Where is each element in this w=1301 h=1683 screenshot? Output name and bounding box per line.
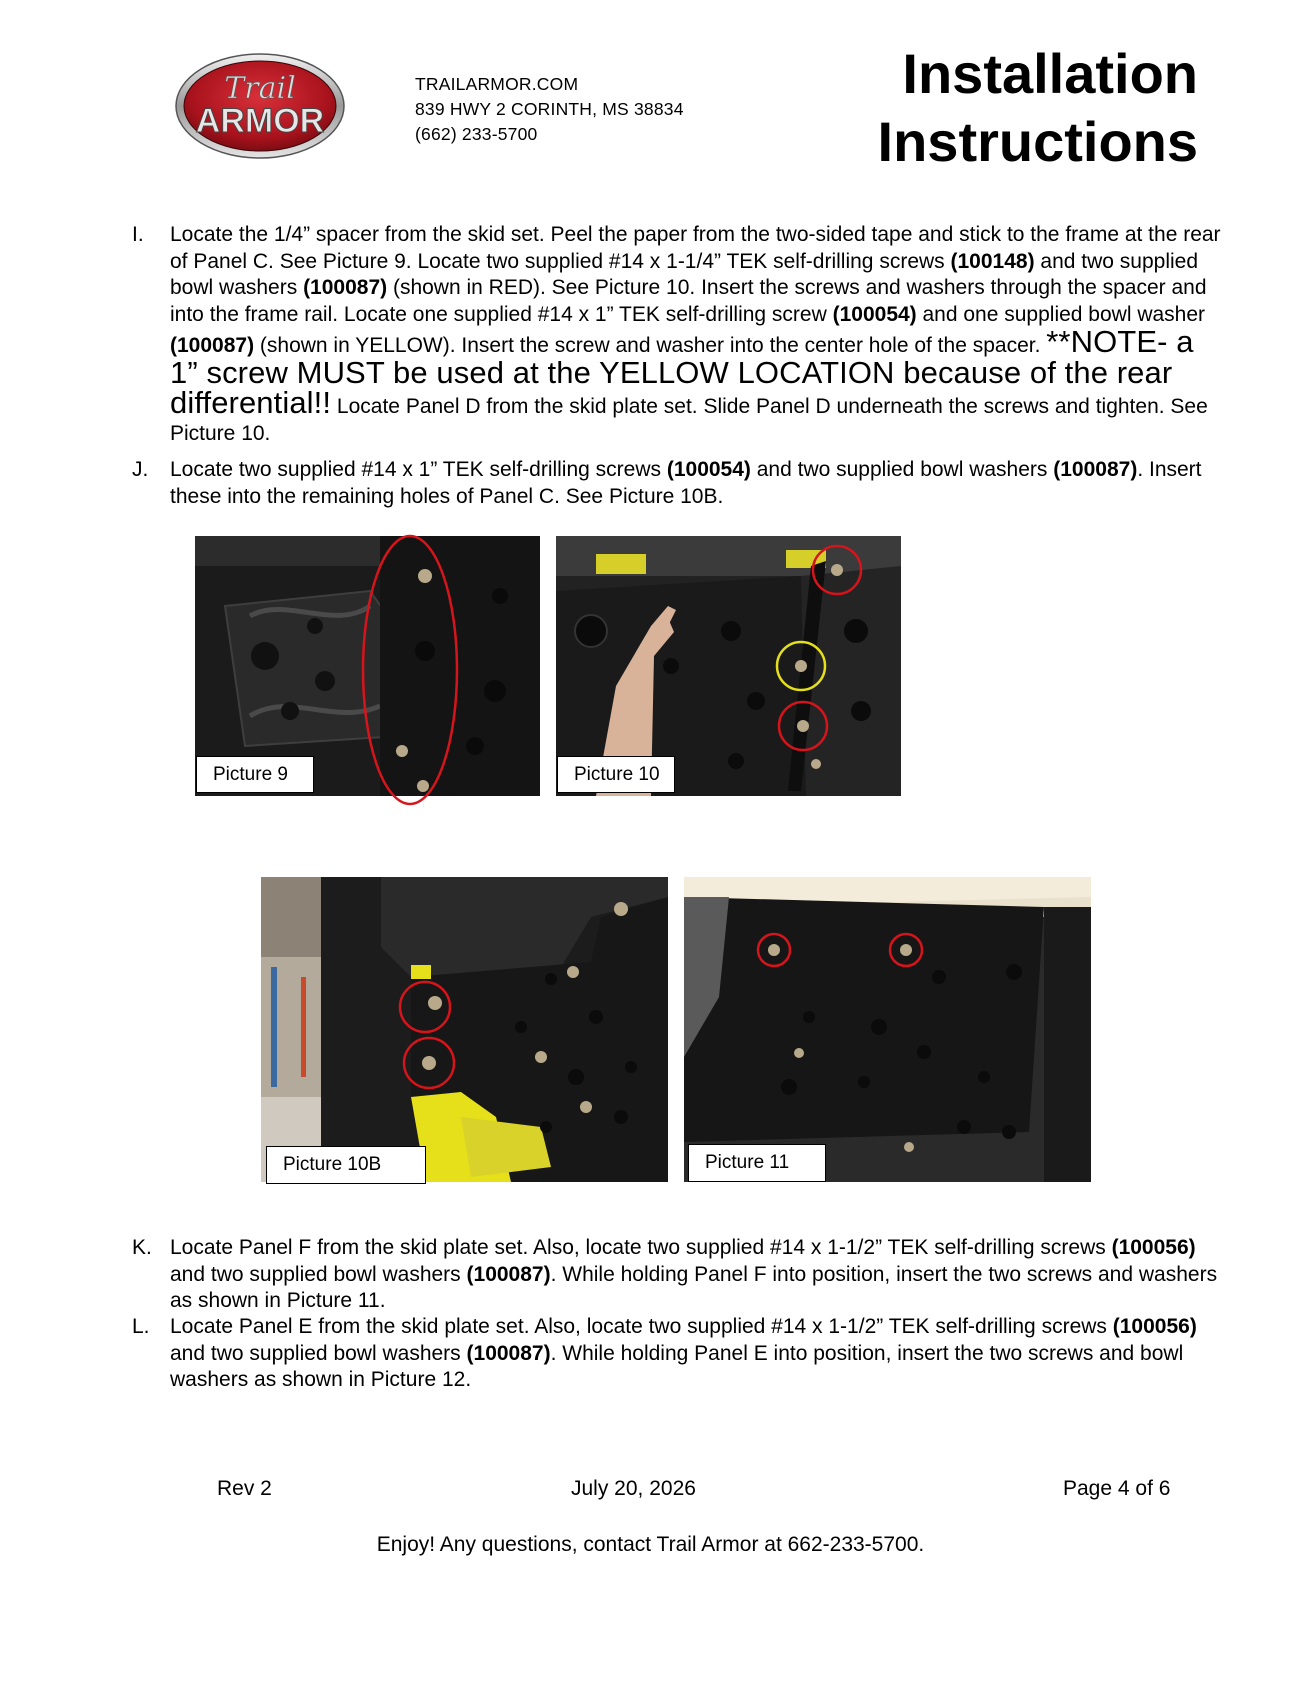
company-address: 839 HWY 2 CORINTH, MS 38834 [415, 99, 684, 119]
step-text-segment: and one supplied bowl washer [916, 303, 1206, 327]
red-highlight-circle [813, 546, 861, 594]
step-text-segment: and two supplied bowl washers [170, 1262, 467, 1286]
part-number: (100087) [466, 1262, 551, 1286]
step-text-segment: . While holding Panel F into position, insert the two screws and washers as shown in Picture 11. [170, 1262, 1218, 1313]
part-number: (100087) [303, 276, 388, 300]
picture-11-highlights [684, 877, 1091, 1182]
step-text-segment: and two supplied bowl washers [170, 249, 1199, 300]
part-number: (100056) [1112, 1315, 1197, 1338]
picture-10b-highlights [261, 877, 668, 1182]
company-phone: (662) 233-5700 [415, 124, 538, 144]
step-text-segment: . While holding Panel E into position, insert the two screws and bowl washers as shown in Picture 12. [170, 1341, 1184, 1392]
logo-word-armor: ARMOR [195, 102, 325, 140]
title-line-1: Installation [902, 42, 1198, 105]
step-marker: I. [132, 223, 144, 246]
contact-note: Enjoy! Any questions, contact Trail Armor at 662-233-5700. [376, 1533, 925, 1556]
step-text [170, 457, 1222, 510]
step-marker: L. [132, 1315, 150, 1338]
trail-armor-logo [173, 52, 347, 160]
page-number: Page 4 of 6 [1063, 1477, 1171, 1500]
step-text-segment: and two supplied bowl washers [170, 1341, 467, 1365]
page-title [878, 40, 1198, 176]
step-text-segment: Locate the 1/4” spacer from the skid set. Peel the paper from the two-sided tape and stick to the frame at the rear of Panel C. See Picture 9. Locate two supplied #14 x 1-1/4” TEK self-drilling screws [170, 223, 1221, 273]
part-number: (100056) [1111, 1236, 1196, 1259]
step-text-segment: (shown in YELLOW). Insert the screw and washer into the center hole of the spacer. [254, 333, 1047, 357]
red-highlight-circle [779, 702, 827, 750]
part-number: (100087) [1053, 458, 1138, 481]
red-highlight-circle [400, 982, 450, 1032]
step-text-segment: Locate Panel F from the skid plate set. Also, locate two supplied #14 x 1-1/2” TEK self-drilling screws [170, 1236, 1112, 1259]
step-text-segment: Locate Panel E from the skid plate set. Also, locate two supplied #14 x 1-1/2” TEK self-drilling screws [170, 1315, 1113, 1338]
part-number: (100054) [832, 303, 917, 327]
yellow-highlight-circle [777, 642, 825, 690]
date-label: July 20, 2026 [571, 1477, 696, 1500]
part-number: (100087) [466, 1341, 551, 1365]
picture-9-caption: Picture 9 [196, 756, 314, 793]
logo-word-trail: Trail [224, 71, 296, 106]
step-text-segment: Locate two supplied #14 x 1” TEK self-drilling screws [170, 458, 667, 481]
red-highlight-circle [890, 934, 922, 966]
title-line-2: Instructions [877, 110, 1198, 173]
step-text [170, 1235, 1222, 1315]
part-number: (100148) [950, 249, 1035, 273]
step-text-segment: and two supplied bowl washers [750, 458, 1054, 481]
revision-label: Rev 2 [217, 1477, 272, 1500]
step-marker: J. [132, 458, 149, 481]
red-highlight-circle [758, 934, 790, 966]
step-text-segment: Locate Panel D from the skid plate set. Slide Panel D underneath the screws and tighten. See Picture 10. [170, 395, 1208, 445]
step-marker: K. [132, 1236, 152, 1259]
picture-10b-caption: Picture 10B [266, 1146, 426, 1184]
company-website: TRAILARMOR.COM [415, 74, 579, 94]
red-highlight-ellipse [358, 530, 462, 810]
step-text-segment: (shown in RED). See Picture 10. Insert the screws and washers through the spacer and into the frame rail. Locate one supplied #14 x 1” TEK self-drilling screw [170, 276, 1207, 327]
part-number: (100087) [170, 333, 255, 357]
part-number: (100054) [666, 458, 751, 481]
picture-10-caption: Picture 10 [557, 756, 675, 793]
step-text [170, 222, 1222, 448]
step-text-segment: . Insert these into the remaining holes of Panel C. See Picture 10B. [170, 458, 1202, 508]
picture-11-caption: Picture 11 [688, 1144, 826, 1182]
warning-note: **NOTE- a 1” screw MUST be used at the YELLOW LOCATION because of the rear differential!! [170, 323, 1194, 421]
red-highlight-circle [404, 1038, 454, 1088]
step-text [170, 1314, 1222, 1394]
